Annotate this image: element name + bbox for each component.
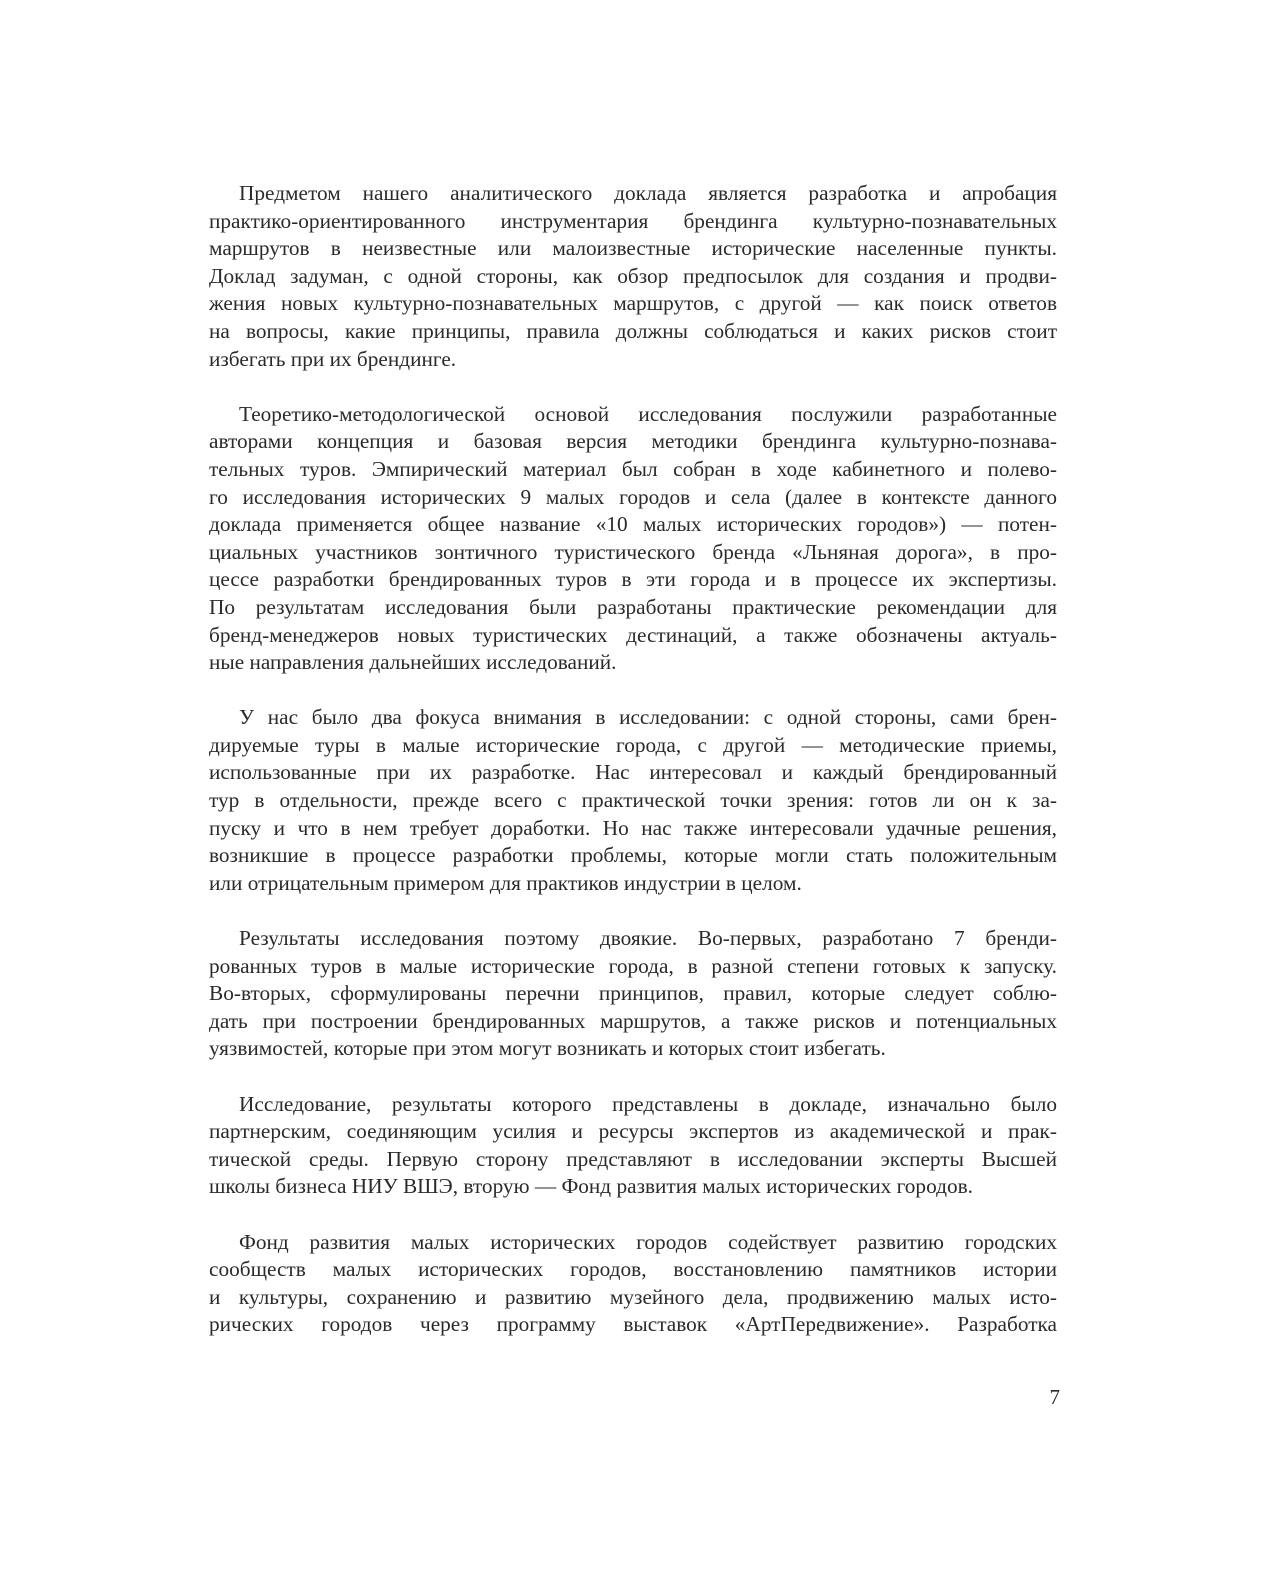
paragraph xyxy=(209,1091,1057,1201)
text-line: бренд-менеджеров новых туристических дестинаций, а также обозначены актуаль- xyxy=(209,622,1057,647)
text-line: практико-ориентированного инструментария брендинга культурно-познавательных xyxy=(209,208,1057,233)
text-line: избегать при их брендинге. xyxy=(209,346,457,371)
text-line: цессе разработки брендированных туров в эти города и в процессе их экспертизы. xyxy=(209,567,1057,592)
text-line: маршрутов в неизвестные или малоизвестные исторические населенные пункты. xyxy=(209,236,1057,261)
paragraph xyxy=(209,180,1057,373)
text-line: Во-вторых, сформулированы перечни принципов, правил, которые следует соблю- xyxy=(209,981,1057,1006)
text-line: жения новых культурно-познавательных маршрутов, с другой — как поиск ответов xyxy=(209,291,1057,316)
text-line: авторами концепция и базовая версия методики брендинга культурно-познава- xyxy=(209,429,1057,454)
text-line: го исследования исторических 9 малых городов и села (далее в контексте данного xyxy=(209,484,1057,509)
text-line: циальных участников зонтичного туристического бренда «Льняная дорога», в про- xyxy=(209,539,1057,564)
text-line: Исследование, результаты которого представлены в докладе, изначально было xyxy=(239,1091,1057,1116)
text-line: использованные при их разработке. Нас интересовал и каждый брендированный xyxy=(209,760,1057,785)
paragraph xyxy=(209,401,1057,677)
text-line: сообществ малых исторических городов, восстановлению памятников истории xyxy=(209,1257,1057,1282)
text-line: Фонд развития малых исторических городов содействует развитию городских xyxy=(239,1229,1057,1254)
text-line: школы бизнеса НИУ ВШЭ, вторую — Фонд развития малых исторических городов. xyxy=(209,1174,973,1199)
text-line: дать при построении брендированных маршрутов, а также рисков и потенциальных xyxy=(209,1008,1057,1033)
text-line: Результаты исследования поэтому двоякие. Во-первых, разработано 7 бренди- xyxy=(239,926,1057,951)
text-line: и культуры, сохранению и развитию музейного дела, продвижению малых исто- xyxy=(209,1284,1057,1309)
paragraph xyxy=(209,1229,1057,1339)
text-line: Доклад задуман, с одной стороны, как обзор предпосылок для создания и продви- xyxy=(209,263,1057,288)
text-line: рованных туров в малые исторические города, в разной степени готовых к запуску. xyxy=(209,953,1057,978)
text-line: У нас было два фокуса внимания в исследовании: с одной стороны, сами брен- xyxy=(239,705,1057,730)
text-line: Предметом нашего аналитического доклада является разработка и апробация xyxy=(239,181,1057,205)
text-line: на вопросы, какие принципы, правила должны соблюдаться и каких рисков стоит xyxy=(209,318,1057,343)
text-line: тельных туров. Эмпирический материал был собран в ходе кабинетного и полево- xyxy=(209,456,1057,481)
page-number: 7 xyxy=(1049,1385,1060,1409)
text-line: уязвимостей, которые при этом могут возникать и которых стоит избегать. xyxy=(209,1036,886,1061)
paragraph xyxy=(209,925,1057,1063)
text-line: дируемые туры в малые исторические города, с другой — методические приемы, xyxy=(209,732,1057,757)
paragraph xyxy=(209,704,1057,897)
text-line: пуску и что в нем требует доработки. Но нас также интересовали удачные решения, xyxy=(209,815,1057,840)
text-line: партнерским, соединяющим усилия и ресурсы экспертов из академической и прак- xyxy=(209,1119,1057,1144)
text-line: Теоретико-методологической основой исследования послужили разработанные xyxy=(239,401,1057,426)
text-line: ные направления дальнейших исследований. xyxy=(209,650,617,675)
text-line: По результатам исследования были разработаны практические рекомендации для xyxy=(209,594,1057,619)
text-line: или отрицательным примером для практиков индустрии в целом. xyxy=(209,870,802,895)
text-line: возникшие в процессе разработки проблемы, которые могли стать положительным xyxy=(209,843,1057,868)
body-text xyxy=(209,180,1057,1367)
text-line: тур в отдельности, прежде всего с практической точки зрения: готов ли он к за- xyxy=(209,788,1057,813)
text-line: рических городов через программу выставок «АртПередвижение». Разработка xyxy=(209,1312,1057,1337)
text-line: тической среды. Первую сторону представляют в исследовании эксперты Высшей xyxy=(209,1146,1057,1171)
text-line: доклада применяется общее название «10 малых исторических городов») — потен- xyxy=(209,512,1057,537)
